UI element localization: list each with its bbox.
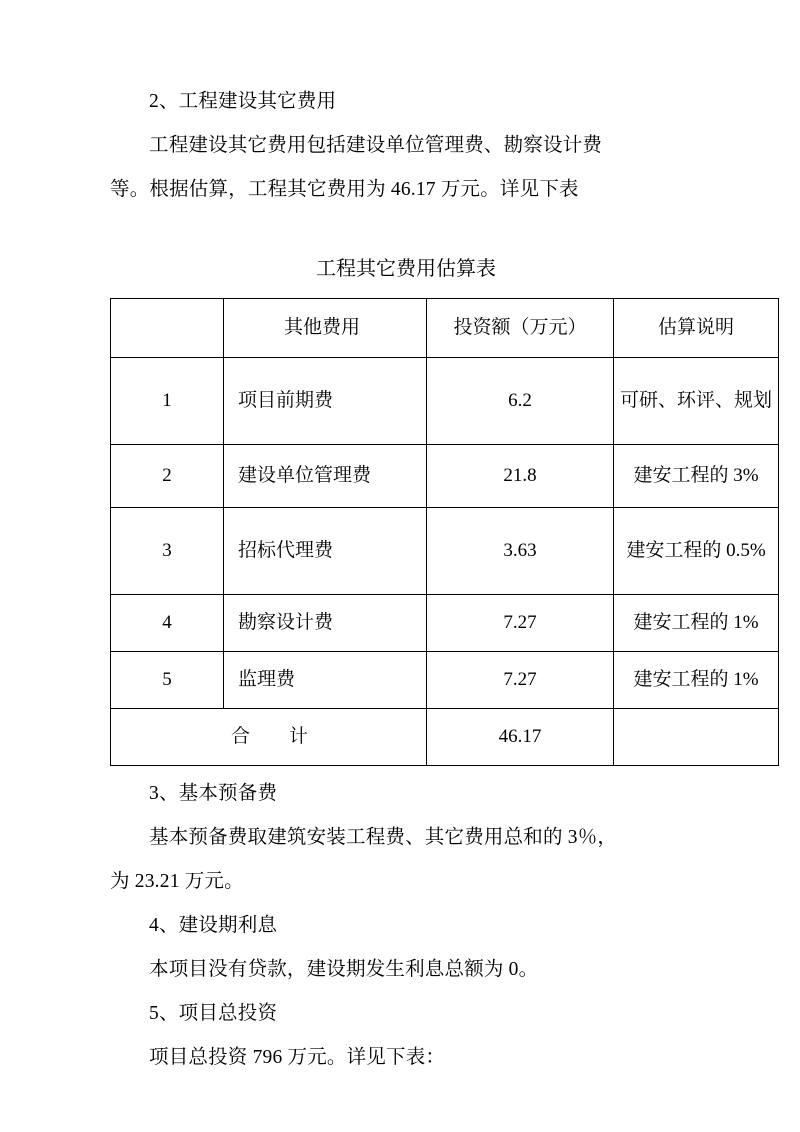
- cost-estimate-table: [110, 298, 779, 766]
- cell-index: 4: [111, 595, 224, 652]
- section-heading-2: 2、工程建设其它费用: [149, 91, 337, 112]
- table-header-row: [111, 299, 779, 358]
- cell-name: 勘察设计费: [224, 595, 427, 652]
- cell-index: 1: [111, 358, 224, 445]
- total-label: 合 计: [111, 709, 427, 766]
- section-5-paragraph-line-1: 项目总投资 796 万元。详见下表：: [149, 1047, 446, 1068]
- cell-name: 招标代理费: [224, 508, 427, 595]
- cell-amount: 6.2: [427, 358, 614, 445]
- section-heading-4: 4、建设期利息: [149, 915, 278, 936]
- section-4-paragraph-line-1: 本项目没有贷款，建设期发生利息总额为 0。: [149, 959, 539, 980]
- total-note: [614, 709, 779, 766]
- cell-index: 3: [111, 508, 224, 595]
- cell-note: 建安工程的 1%: [614, 595, 779, 652]
- cell-name: 监理费: [224, 652, 427, 709]
- table-row: [111, 358, 779, 445]
- section-3-paragraph-line-1: 基本预备费取建筑安装工程费、其它费用总和的 3％，: [149, 827, 618, 848]
- header-cell-index: [111, 299, 224, 358]
- cell-amount: 7.27: [427, 595, 614, 652]
- cell-note: 建安工程的 3%: [614, 445, 779, 508]
- header-cell-note: 估算说明: [614, 299, 779, 358]
- cell-note: 建安工程的 1%: [614, 652, 779, 709]
- cell-amount: 21.8: [427, 445, 614, 508]
- spacer: [110, 212, 738, 252]
- table-row: [111, 508, 779, 595]
- cell-index: 5: [111, 652, 224, 709]
- post-table-content: [110, 772, 738, 1080]
- section-heading-3: 3、基本预备费: [149, 783, 278, 804]
- cell-name: 建设单位管理费: [224, 445, 427, 508]
- table-row: [111, 595, 779, 652]
- cell-index: 2: [111, 445, 224, 508]
- cell-note: 可研、环评、规划: [614, 358, 779, 445]
- cell-amount: 3.63: [427, 508, 614, 595]
- table-row: [111, 445, 779, 508]
- section-3-paragraph-line-2: 为 23.21 万元。: [110, 871, 244, 892]
- header-cell-name: 其他费用: [224, 299, 427, 358]
- cell-amount: 7.27: [427, 652, 614, 709]
- table-total-row: [111, 709, 779, 766]
- section-2-paragraph-line-2: 等。根据估算，工程其它费用为 46.17 万元。详见下表: [110, 179, 579, 200]
- cell-name: 项目前期费: [224, 358, 427, 445]
- section-heading-5: 5、项目总投资: [149, 1003, 278, 1024]
- cell-note: 建安工程的 0.5%: [614, 508, 779, 595]
- section-2-paragraph-line-1: 工程建设其它费用包括建设单位管理费、勘察设计费: [149, 135, 603, 156]
- table-title: 工程其它费用估算表: [316, 258, 496, 280]
- table-row: [111, 652, 779, 709]
- total-amount: 46.17: [427, 709, 614, 766]
- header-cell-amount: 投资额（万元）: [427, 299, 614, 358]
